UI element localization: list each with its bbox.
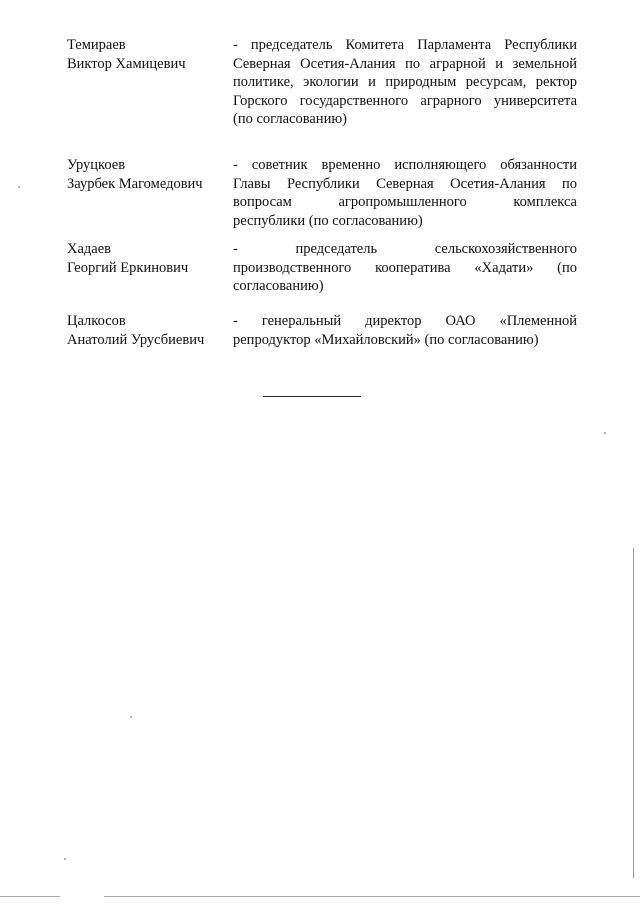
scan-speck [604, 432, 606, 434]
scan-edge-line [633, 548, 634, 878]
member-role [233, 312, 577, 349]
scan-bottom-line [0, 896, 60, 897]
member-name [67, 156, 232, 193]
member-given-names: Заурбек Магомедович [67, 175, 203, 192]
role-line: политике, экологии и природным ресурсам, ректор [233, 74, 577, 90]
role-line: республики (по согласованию) [233, 212, 423, 229]
role-line: - советник временно исполняющего обязанности [233, 157, 577, 173]
scan-speck [64, 858, 66, 860]
member-role [233, 240, 577, 296]
role-line: (по согласованию) [233, 111, 347, 127]
member-name [67, 36, 232, 73]
member-surname: Уруцкоев [67, 157, 126, 173]
member-surname: Хадаев [67, 241, 112, 257]
scan-speck [130, 716, 132, 718]
role-line: согласованию) [233, 278, 324, 294]
scan-speck [18, 186, 20, 188]
role-line: репродуктор «Михайловский» (по согласованию) [233, 331, 539, 348]
member-name [67, 312, 232, 349]
scan-bottom-line [104, 896, 640, 897]
role-line: Главы Республики Северная Осетия-Алания по [233, 175, 577, 192]
end-of-list-rule [263, 396, 361, 397]
member-surname: Темираев [67, 37, 126, 53]
role-line: Горского государственного аграрного университета [233, 92, 577, 109]
member-given-names: Георгий Еркинович [67, 259, 189, 276]
member-given-names: Виктор Хамицевич [67, 55, 186, 72]
member-role [233, 36, 577, 129]
role-line: вопросам агропромышленного комплекса [233, 194, 577, 210]
member-name [67, 240, 232, 277]
role-line: Северная Осетия-Алания по аграрной и земельной [233, 55, 577, 72]
role-line: производственного кооператива «Хадати» (по [233, 259, 577, 276]
member-role [233, 156, 577, 230]
member-surname: Цалкосов [67, 313, 126, 329]
member-given-names: Анатолий Урусбиевич [67, 331, 205, 348]
role-line: - генеральный директор ОАО «Племенной [233, 313, 577, 329]
role-line: - председатель сельскохозяйственного [233, 241, 577, 257]
role-line: - председатель Комитета Парламента Республики [233, 37, 577, 53]
